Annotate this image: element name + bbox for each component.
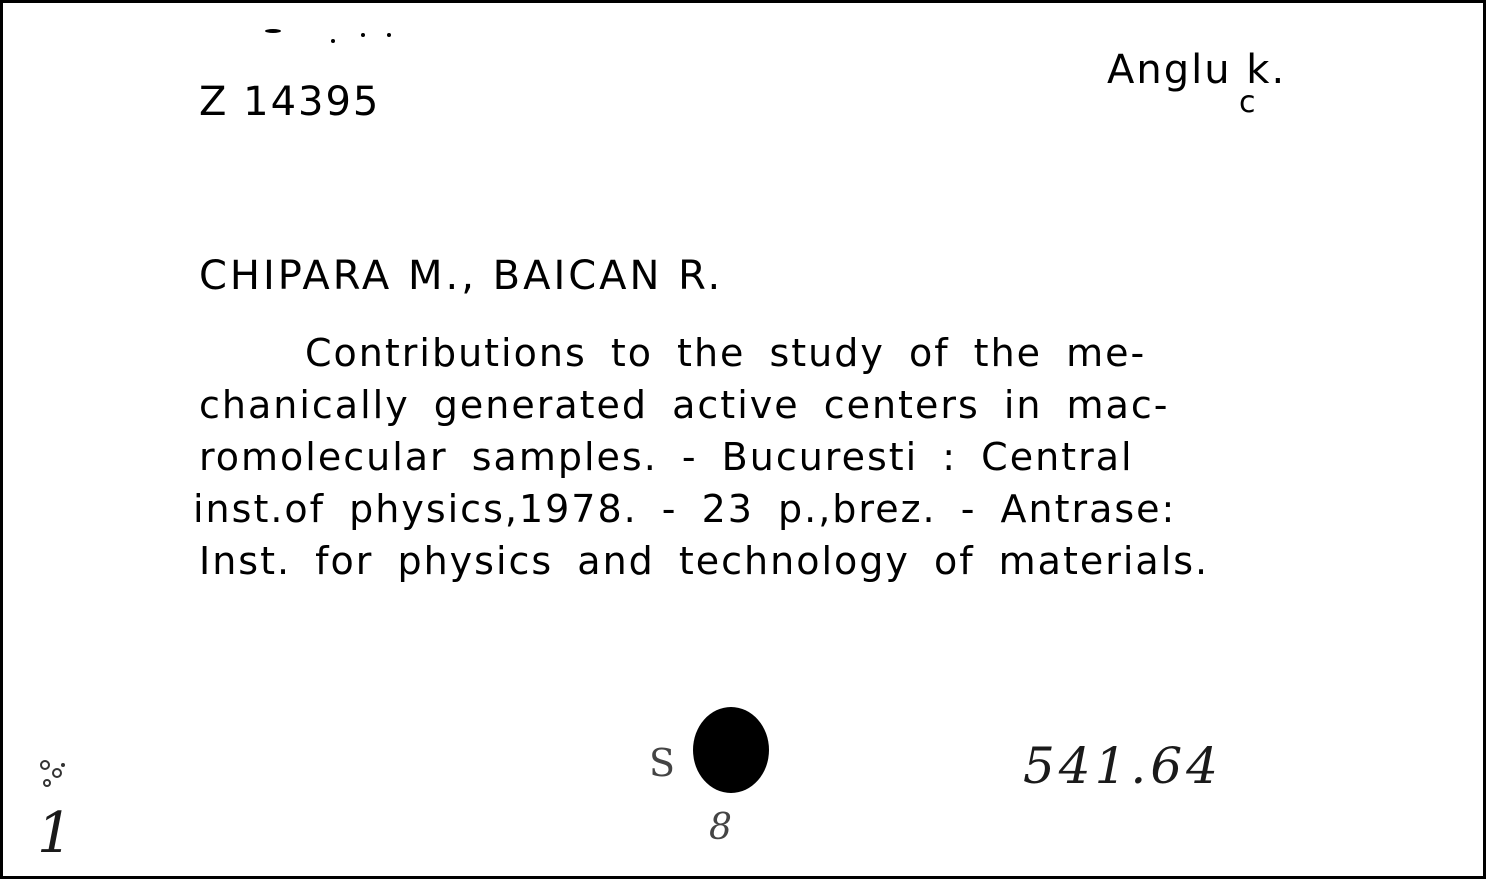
call-number: Z 14395 xyxy=(199,79,381,125)
ink-speck xyxy=(361,33,365,37)
punch-hole xyxy=(693,707,769,793)
description-line: inst.of physics,1978. - 23 p.,brez. - Antrase: xyxy=(193,487,1177,531)
ink-speck xyxy=(387,33,391,37)
classification-number: 541.64 xyxy=(1023,737,1222,795)
language-note: Anglu k. xyxy=(1107,47,1287,93)
description-line: Contributions to the study of the me- xyxy=(305,331,1147,375)
stamp-mark-icon xyxy=(33,755,73,795)
language-correction-mark: c xyxy=(1239,85,1258,120)
shelf-mark-number: 8 xyxy=(709,807,732,848)
shelf-mark-letter: S xyxy=(649,741,676,785)
copy-count: 1 xyxy=(37,801,73,866)
authors: CHIPARA M., BAICAN R. xyxy=(199,253,724,299)
description-line: chanically generated active centers in mac- xyxy=(199,383,1170,427)
ink-speck xyxy=(265,29,281,33)
description-line: romolecular samples. - Bucuresti : Central xyxy=(199,435,1134,479)
description-line: Inst. for physics and technology of materials. xyxy=(199,539,1210,583)
ink-speck xyxy=(331,39,335,43)
